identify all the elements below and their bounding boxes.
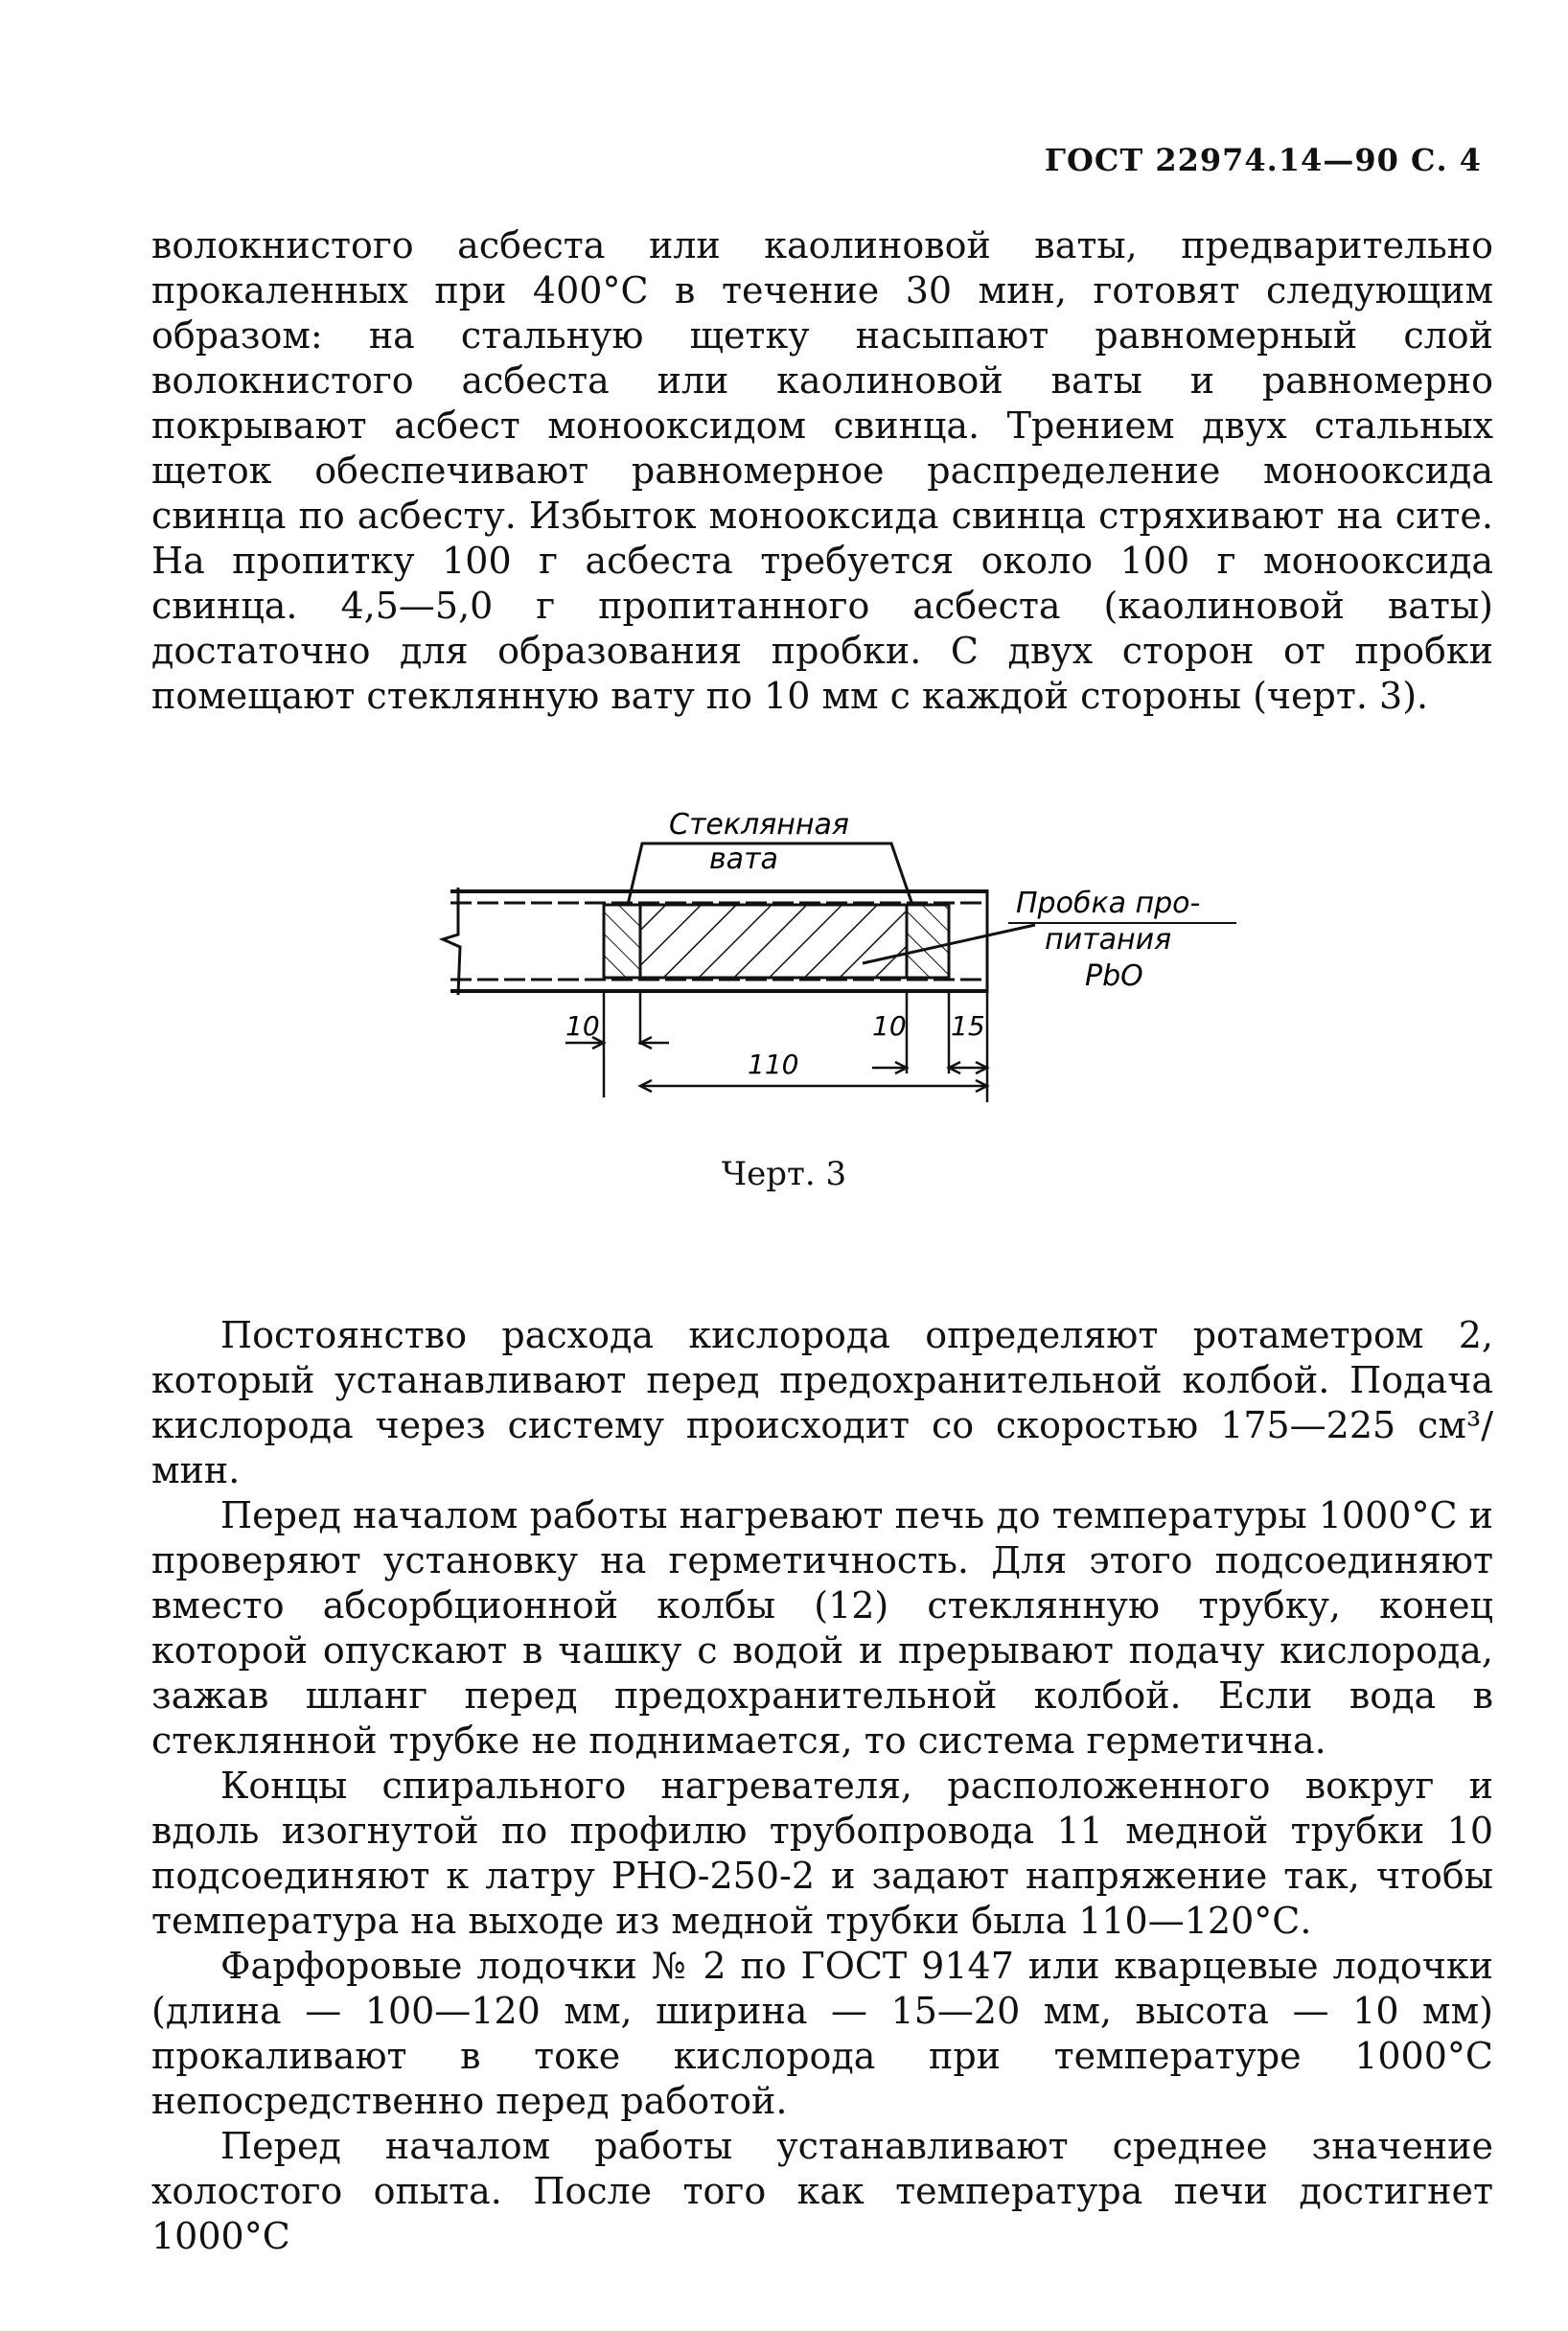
figure-caption: Черт. 3 [721, 1155, 847, 1193]
dim-label-mid: 10 [872, 1010, 907, 1042]
paragraph-text: волокнистого асбеста или каолиновой ваты, предварительно прокаленных при 400°С в течение 30 мин, готовят следующим образом: на стальную щетку насыпают равномерный слой волокнистого асбеста или каолиновой ваты и равномерно покрывают асбест монооксидом свинца. Трением двух стальных щеток обеспечивают равномерное распределение монооксида свинца по асбесту. Избыток монооксида свинца стряхивают на сите. На пропитку 100 г асбеста требуется около 100 г монооксида свинца. 4,5—5,0 г пропитанного асбеста (каолиновой ваты) достаточно для образования пробки. С двух сторон от пробки помещают стеклянную вату по 10 мм с каждой стороны (черт. 3). [151, 224, 1493, 717]
paragraph-leak-test: Перед началом работы нагревают печь до температуры 1000°С и проверяют установку на герметичность. Для этого подсоединяют вместо абсорбционной колбы (12) стеклянную трубку, конец которой опускают в чашку с водой и прерывают подачу кислорода, зажав шланг перед предохранительной колбой. Если вода в стеклянной трубке не поднимается, то система герметична. [151, 1494, 1493, 1762]
paragraph-blank: Перед началом работы устанавливают среднее значение холостого опыта. После того как температура печи достигнет 1000°С [151, 2125, 1493, 2257]
page-header: ГОСТ 22974.14—90 С. 4 [1044, 142, 1482, 178]
plug-pbo [640, 905, 907, 978]
label-glass-wool-line2: вата [709, 842, 778, 876]
drawing-tube-plug [422, 796, 1284, 1121]
paragraph-heater: Концы спирального нагревателя, расположенного вокруг и вдоль изогнутой по профилю трубопровода 11 медной трубки 10 подсоединяют к латру РНО-250-2 и задают напряжение так, чтобы температура на выходе из медной трубки была 110—120°С. [151, 1765, 1493, 1942]
label-plug-line2: питания [1045, 923, 1172, 957]
dim-label-right: 15 [951, 1010, 985, 1042]
dimension-lines [565, 991, 987, 1102]
body-text [151, 1313, 1493, 2259]
dim-label-left: 10 [565, 1010, 600, 1042]
label-glass-wool-line1: Стеклянная [669, 808, 849, 842]
label-plug-line3: РbО [1085, 959, 1143, 993]
glass-wool-left [604, 905, 640, 978]
glass-wool-right [907, 905, 949, 978]
paragraph-rotameter: Постоянство расхода кислорода определяют ротаметром 2, который устанавливают перед предохранительной колбой. Подача кислорода через систему происходит со скоростью 175—225 см³/мин. [151, 1314, 1493, 1491]
intro-paragraph [151, 223, 1493, 719]
label-plug-line1: Пробка про- [1016, 887, 1201, 920]
paragraph-boats: Фарфоровые лодочки № 2 по ГОСТ 9147 или кварцевые лодочки (длина — 100—120 мм, ширина — 15—20 мм, высота — 10 мм) прокаливают в токе кислорода при температуре 1000°С непосредственно перед работой. [151, 1945, 1493, 2122]
dim-label-total: 110 [748, 1049, 799, 1080]
